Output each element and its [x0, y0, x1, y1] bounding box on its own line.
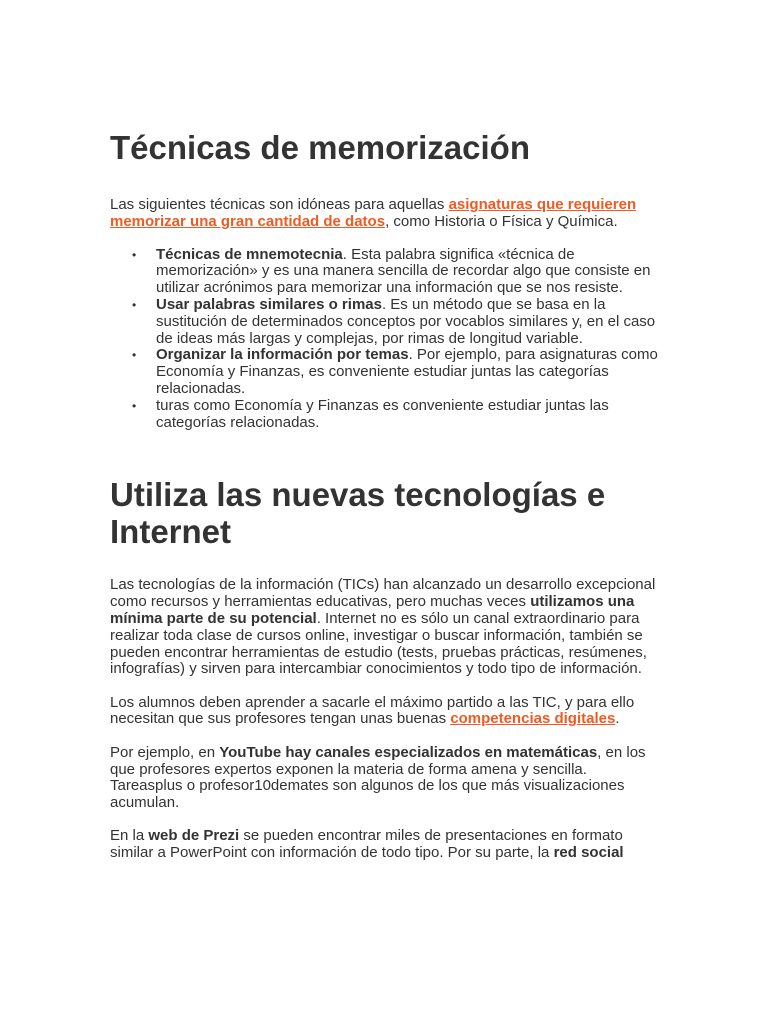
prezi-text-mid: se pueden encontrar miles de presentaciones en formato similar a PowerPoint con información de todo tipo. Por su parte, la	[110, 827, 623, 862]
students-paragraph	[110, 695, 658, 729]
list-item-text: . Es un método que se basa en la sustitución de determinados conceptos por vocablos similares y, en el caso de ideas más largas y complejas, por rimas de longitud variable.	[156, 295, 656, 347]
bullet-icon: •	[132, 297, 137, 312]
link-subjects-memorize[interactable]: asignaturas que requieren memorizar una gran cantidad de datos	[110, 196, 637, 230]
document-body	[110, 126, 658, 862]
youtube-text-pre: Por ejemplo, en	[110, 743, 220, 761]
tics-text-post: . Internet no es sólo un canal extraordinario para realizar toda clase de cursos online, investigar o buscar información, también se pueden encontrar herramientas de estudio (tests, pruebas prácticas, resúmenes, infografías) y sirven para intercambiar conocimientos y todo tipo de información.	[110, 609, 647, 678]
list-item-bold: Usar palabras similares o rimas	[156, 295, 382, 313]
list-item-text: . Esta palabra significa «técnica de memorización» y es una manera sencilla de recordar algo que consiste en utilizar acrónimos para memorizar una información que se nos resiste.	[156, 245, 651, 297]
tics-text-pre: Las tecnologías de la información (TICs) han alcanzado un desarrollo excepcional como recursos y herramientas educativas, pero muchas veces	[110, 576, 656, 611]
list-item	[132, 346, 658, 397]
tics-text-bold: utilizamos una mínima parte de su potencial	[110, 593, 635, 627]
social-network-bold: red social	[553, 844, 624, 862]
list-item-text: . Por ejemplo, para asignaturas como Economía y Finanzas, es conveniente estudiar juntas las categorías relacionadas.	[156, 346, 658, 397]
intro-text-pre: Las siguientes técnicas son idóneas para aquellas	[110, 196, 449, 213]
techniques-list	[110, 247, 658, 432]
students-text-post: .	[615, 710, 620, 728]
list-item-bold: Técnicas de mnemotecnia	[156, 245, 343, 263]
section-heading-technologies: Utiliza las nuevas tecnologías e Internet	[110, 476, 606, 551]
list-item-text: turas como Economía y Finanzas es conveniente estudiar juntas las categorías relacionadas.	[156, 396, 609, 431]
youtube-text-bold: YouTube hay canales especializados en matemáticas	[219, 743, 598, 761]
bullet-icon: •	[132, 247, 137, 262]
prezi-paragraph	[110, 828, 658, 862]
prezi-text-pre: En la	[110, 827, 149, 845]
intro-paragraph	[110, 197, 658, 231]
list-item	[132, 245, 658, 297]
bullet-icon: •	[132, 348, 137, 363]
youtube-text-post: , en los que profesores expertos exponen la materia de forma amena y sencilla. Tareasplus o profesor10demates son algunos de los que más visualizaciones acumulan.	[110, 743, 646, 812]
section-heading-memorization: Técnicas de memorización	[110, 129, 530, 166]
intro-text-post: , como Historia o Física y Química.	[385, 212, 618, 230]
list-item-bold: Organizar la información por temas	[156, 346, 409, 364]
tics-paragraph	[110, 577, 658, 678]
bullet-icon: •	[132, 398, 137, 413]
link-digital-competencies[interactable]: competencias digitales	[450, 710, 616, 728]
list-item	[132, 295, 658, 347]
youtube-paragraph	[110, 745, 658, 812]
prezi-text-bold: web de Prezi	[148, 827, 240, 845]
list-item	[132, 396, 658, 432]
students-text-pre: Los alumnos deben aprender a sacarle el máximo partido a las TIC, y para ello necesitan que sus profesores tengan unas buenas	[110, 693, 635, 728]
